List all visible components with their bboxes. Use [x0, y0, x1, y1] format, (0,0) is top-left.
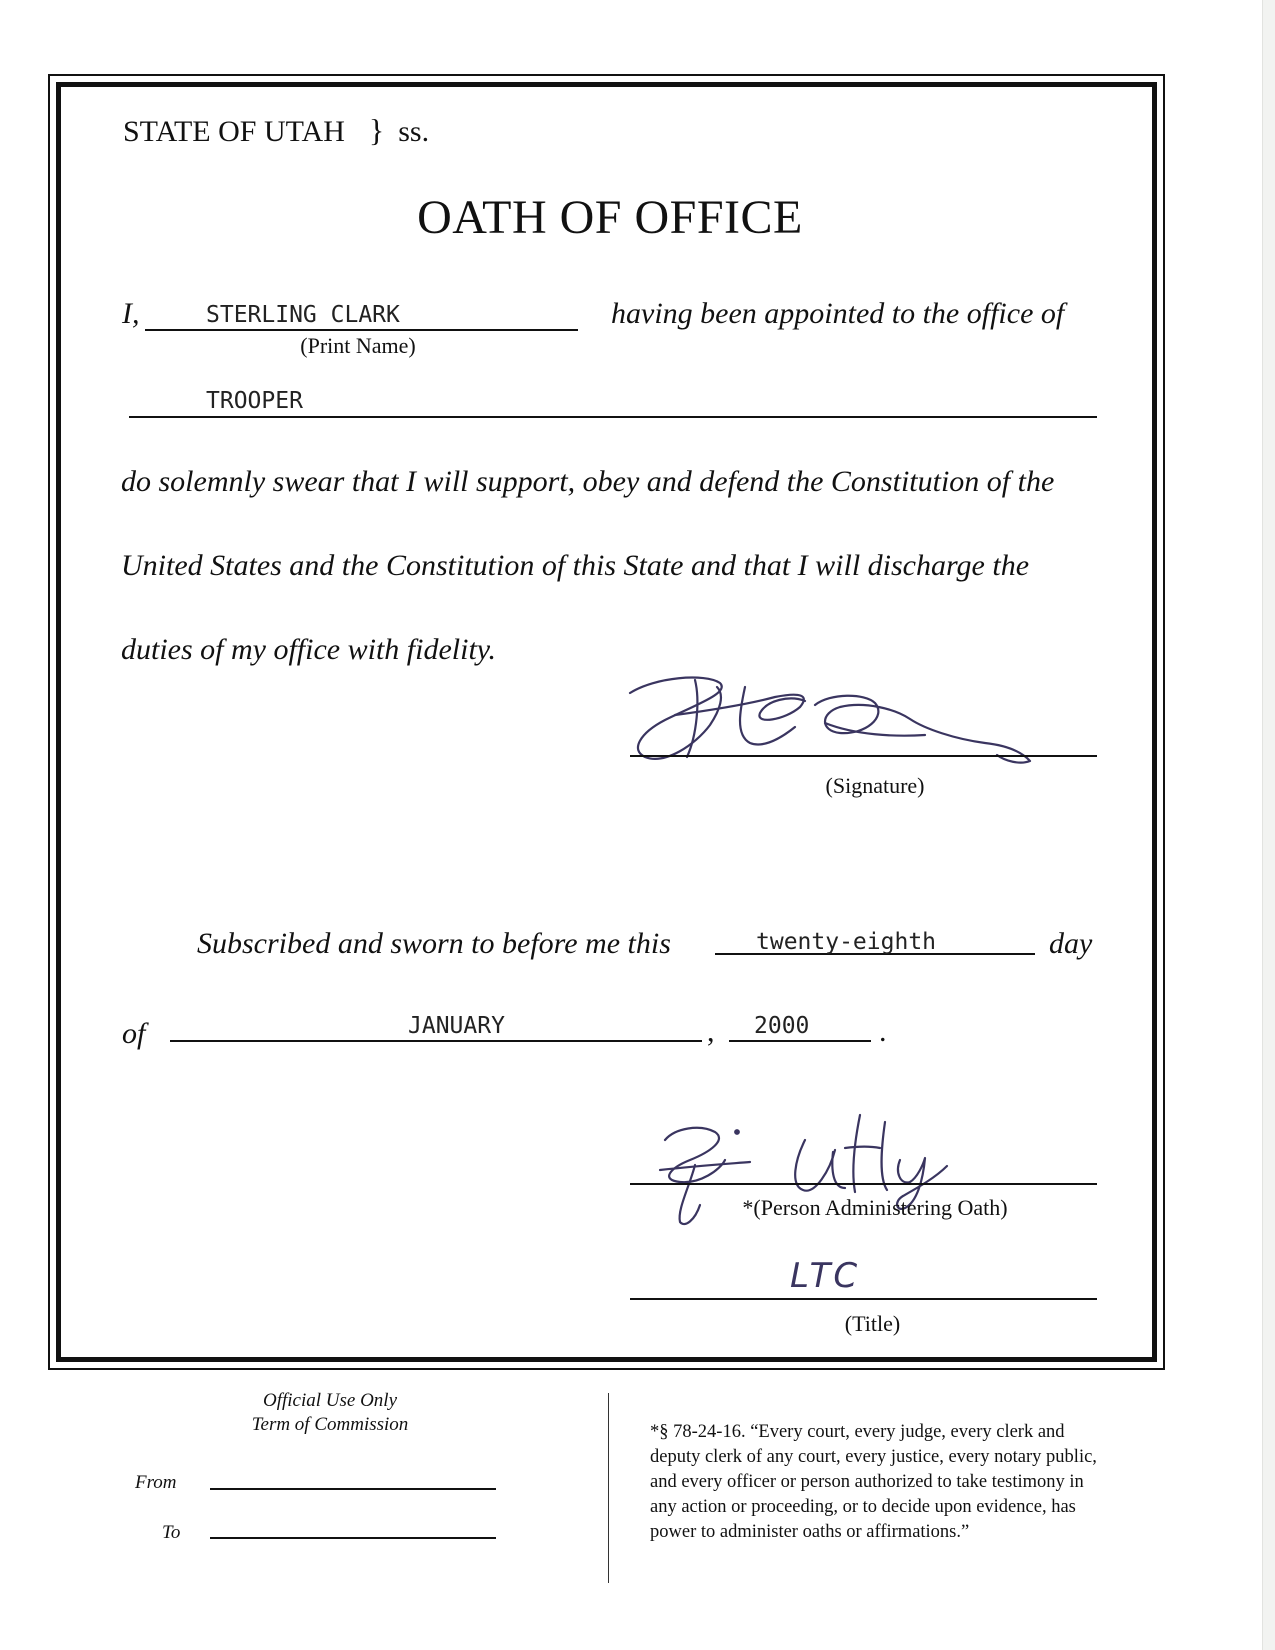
year-value[interactable]: 2000	[754, 1013, 810, 1039]
month-line	[170, 1040, 702, 1042]
oath-line-1: do solemnly swear that I will support, obey and defend the Constitution of the	[121, 465, 1055, 498]
subscribed-text: Subscribed and sworn to before me this	[197, 927, 671, 960]
day-word: day	[1049, 927, 1093, 960]
date-comma: ,	[707, 1015, 715, 1048]
print-name-value[interactable]: STERLING CLARK	[206, 302, 400, 328]
from-line[interactable]	[210, 1488, 496, 1490]
oath-line-3: duties of my office with fidelity.	[121, 633, 496, 666]
office-value[interactable]: TROOPER	[206, 388, 303, 414]
title-line	[630, 1298, 1097, 1300]
title-caption: (Title)	[844, 1311, 901, 1336]
oath-line-2: United States and the Constitution of this State and that I will discharge the	[121, 549, 1030, 582]
official-use-heading: Official Use Only	[262, 1390, 398, 1411]
oath-prefix: I,	[122, 297, 140, 330]
state-venue-line	[123, 112, 429, 149]
signature-caption: (Signature)	[825, 773, 925, 798]
page-right-edge	[1262, 0, 1275, 1650]
footnote-line-5: power to administer oaths or affirmations.”	[650, 1522, 970, 1542]
administrator-line	[630, 1183, 1097, 1185]
statute-footnote	[650, 1420, 1170, 1545]
state-name: STATE OF UTAH	[123, 115, 345, 148]
year-line	[729, 1040, 871, 1042]
venue-brace: }	[368, 112, 385, 148]
from-label: From	[135, 1472, 177, 1493]
footnote-line-4: any action or proceeding, or to decide upon evidence, has	[650, 1497, 1076, 1517]
to-label: To	[162, 1522, 181, 1543]
signature-line	[630, 755, 1097, 757]
administrator-caption: *(Person Administering Oath)	[742, 1195, 1008, 1220]
of-word: of	[122, 1017, 146, 1050]
office-line	[129, 416, 1097, 418]
day-value[interactable]: twenty-eighth	[756, 929, 937, 955]
footnote-line-3: and every officer or person authorized to take testimony in	[650, 1472, 1084, 1492]
footnote-line-2: deputy clerk of any court, every justice, every notary public,	[650, 1447, 1097, 1467]
title-value[interactable]: LTC	[790, 1256, 861, 1296]
date-period: .	[879, 1015, 887, 1048]
footnote-line-1: *§ 78-24-16. “Every court, every judge, every clerk and	[650, 1422, 1065, 1442]
month-value[interactable]: JANUARY	[408, 1013, 505, 1039]
appointed-text: having been appointed to the office of	[611, 297, 1065, 330]
document-title: OATH OF OFFICE	[417, 191, 803, 244]
footer-divider	[608, 1393, 609, 1583]
print-name-caption: (Print Name)	[300, 333, 416, 358]
term-of-commission-heading: Term of Commission	[251, 1414, 409, 1435]
to-line[interactable]	[210, 1537, 496, 1539]
print-name-line	[145, 329, 578, 331]
scilicet-abbrev: ss.	[398, 115, 430, 148]
